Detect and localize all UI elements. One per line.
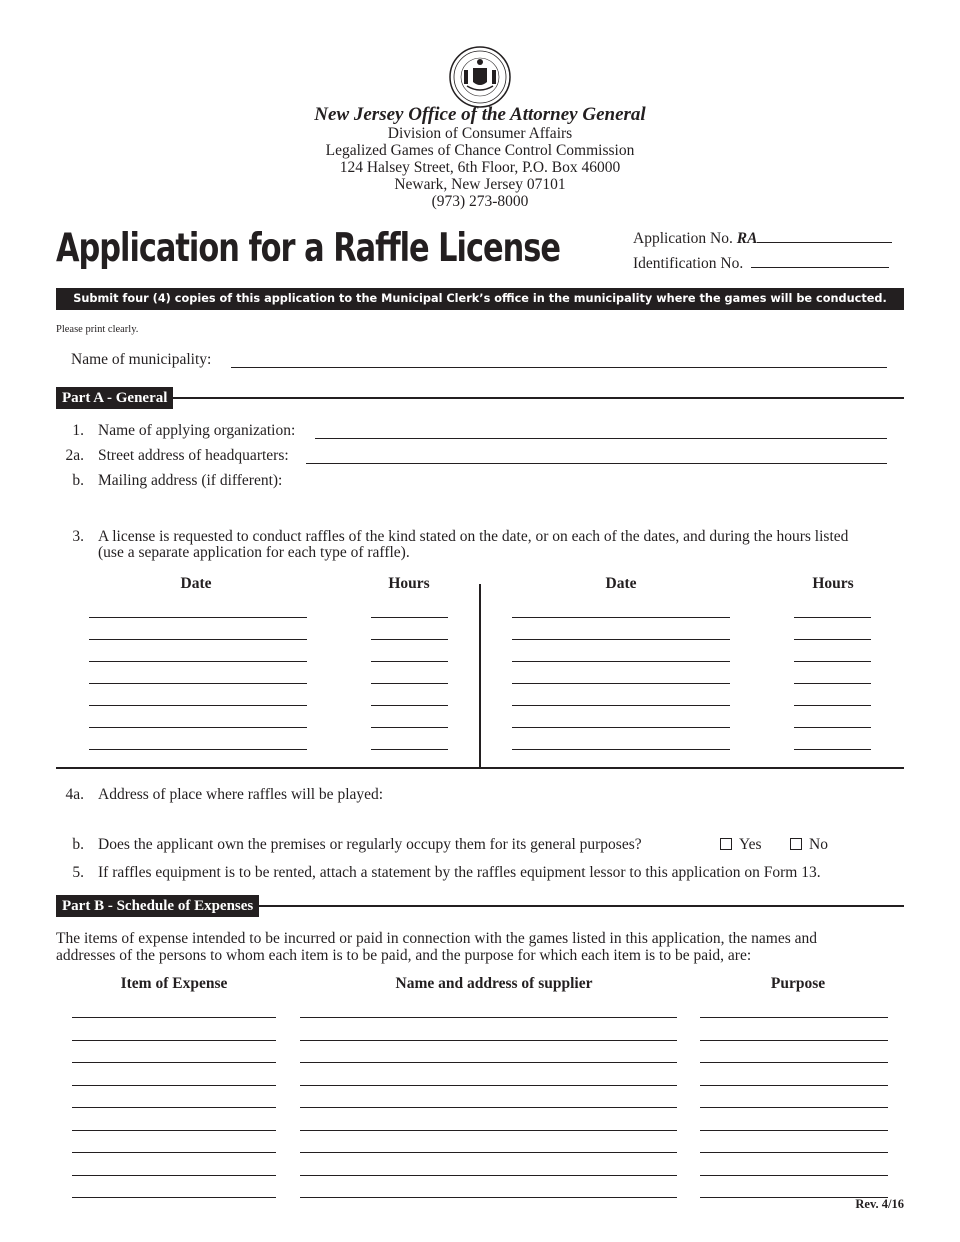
application-no-prefix: RA	[736, 230, 758, 247]
purpose-line[interactable]	[700, 1107, 888, 1108]
item-of-expense-header: Item of Expense	[120, 975, 228, 992]
expense-item-line[interactable]	[72, 1085, 276, 1086]
identification-no-label: Identification No.	[633, 255, 744, 272]
q3-number: 3.	[72, 528, 84, 545]
page-title: Application for a Raffle License	[56, 226, 560, 271]
application-no-field[interactable]	[633, 230, 892, 248]
date-line[interactable]	[512, 683, 730, 684]
part-b-intro-line1: The items of expense intended to be incurred or paid in connection with the games listed in this application, the names and	[56, 930, 818, 947]
hours-line[interactable]	[371, 617, 448, 618]
q3-line1: A license is requested to conduct raffles of the kind stated on the date, or on each of the dates, and during the hours listed	[98, 528, 849, 545]
part-b-intro-line2: addresses of the persons to whom each item is to be paid, and the purpose for which each item is to be paid, are:	[56, 947, 752, 964]
state-seal-logo	[449, 46, 511, 108]
hours-line[interactable]	[794, 639, 871, 640]
q5-label: If raffles equipment is to be rented, attach a statement by the raffles equipment lessor to this application on Form 13.	[98, 864, 821, 881]
part-a-rule	[56, 397, 904, 399]
purpose-line[interactable]	[700, 1040, 888, 1041]
q4b-label: Does the applicant own the premises or regularly occupy them for its general purposes?	[98, 836, 642, 853]
hours-header-right: Hours	[812, 575, 854, 592]
date-line[interactable]	[512, 727, 730, 728]
date-line[interactable]	[89, 639, 307, 640]
hours-line[interactable]	[371, 705, 448, 706]
q2a-number: 2a.	[65, 447, 84, 464]
submit-notice: Submit four (4) copies of this application to the Municipal Clerk’s office in the municipality where the games will be conducted.	[56, 288, 904, 310]
no-label: No	[809, 836, 828, 853]
supplier-line[interactable]	[300, 1040, 677, 1041]
print-note: Please print clearly.	[56, 324, 139, 335]
q1-number: 1.	[72, 422, 84, 439]
hours-line[interactable]	[371, 661, 448, 662]
headquarters-address-line[interactable]	[306, 463, 887, 464]
hours-line[interactable]	[794, 661, 871, 662]
supplier-line[interactable]	[300, 1152, 677, 1153]
date-line[interactable]	[512, 749, 730, 750]
purpose-line[interactable]	[700, 1175, 888, 1176]
q5-number: 5.	[72, 864, 84, 881]
schedule-bottom-rule	[56, 767, 904, 769]
date-line[interactable]	[89, 705, 307, 706]
application-no-line[interactable]	[757, 242, 892, 243]
supplier-line[interactable]	[300, 1175, 677, 1176]
municipality-input-line[interactable]	[231, 367, 887, 368]
no-checkbox[interactable]	[790, 838, 802, 850]
expense-item-line[interactable]	[72, 1152, 276, 1153]
q2b-number: b.	[72, 472, 84, 489]
identification-no-line[interactable]	[751, 267, 889, 268]
schedule-divider	[479, 584, 481, 767]
no-option[interactable]	[790, 836, 828, 854]
purpose-line[interactable]	[700, 1085, 888, 1086]
supplier-line[interactable]	[300, 1062, 677, 1063]
date-line[interactable]	[512, 705, 730, 706]
organization-name-line[interactable]	[315, 438, 887, 439]
purpose-header: Purpose	[770, 975, 826, 992]
hours-line[interactable]	[794, 749, 871, 750]
expense-item-line[interactable]	[72, 1175, 276, 1176]
purpose-line[interactable]	[700, 1062, 888, 1063]
q4a-number: 4a.	[65, 786, 84, 803]
expense-item-line[interactable]	[72, 1197, 276, 1198]
purpose-line[interactable]	[700, 1152, 888, 1153]
hours-line[interactable]	[794, 683, 871, 684]
hours-header-left: Hours	[388, 575, 430, 592]
expense-item-line[interactable]	[72, 1017, 276, 1018]
date-line[interactable]	[89, 749, 307, 750]
q2a-label: Street address of headquarters:	[98, 447, 289, 464]
hours-line[interactable]	[794, 617, 871, 618]
hours-line[interactable]	[794, 727, 871, 728]
yes-label: Yes	[739, 836, 762, 853]
hours-line[interactable]	[371, 749, 448, 750]
q3-line2: (use a separate application for each type of raffle).	[98, 544, 410, 561]
identification-no-field[interactable]	[633, 255, 889, 273]
hours-line[interactable]	[371, 727, 448, 728]
expense-item-line[interactable]	[72, 1062, 276, 1063]
supplier-line[interactable]	[300, 1130, 677, 1131]
q4a-label: Address of place where raffles will be played:	[98, 786, 384, 803]
date-line[interactable]	[89, 617, 307, 618]
header-phone: (973) 273-8000	[431, 193, 529, 210]
date-line[interactable]	[89, 727, 307, 728]
yes-option[interactable]	[720, 836, 762, 854]
header-street: 124 Halsey Street, 6th Floor, P.O. Box 46000	[339, 159, 621, 176]
date-header-left: Date	[180, 575, 212, 592]
purpose-line[interactable]	[700, 1017, 888, 1018]
supplier-line[interactable]	[300, 1085, 677, 1086]
supplier-line[interactable]	[300, 1107, 677, 1108]
date-line[interactable]	[512, 617, 730, 618]
expense-item-line[interactable]	[72, 1107, 276, 1108]
hours-line[interactable]	[371, 683, 448, 684]
header-city: Newark, New Jersey 07101	[394, 176, 566, 193]
agency-name: New Jersey Office of the Attorney General	[314, 104, 646, 125]
supplier-line[interactable]	[300, 1197, 677, 1198]
date-line[interactable]	[512, 661, 730, 662]
date-line[interactable]	[89, 661, 307, 662]
q4b-number: b.	[72, 836, 84, 853]
q2b-label: Mailing address (if different):	[98, 472, 283, 489]
hours-line[interactable]	[371, 639, 448, 640]
municipality-label: Name of municipality:	[71, 351, 212, 368]
part-b-heading: Part B - Schedule of Expenses	[56, 895, 259, 917]
yes-checkbox[interactable]	[720, 838, 732, 850]
supplier-line[interactable]	[300, 1017, 677, 1018]
supplier-header: Name and address of supplier	[395, 975, 593, 992]
header-commission: Legalized Games of Chance Control Commission	[325, 142, 635, 159]
application-no-label: Application No.	[633, 230, 733, 247]
part-a-heading: Part A - General	[56, 387, 173, 409]
expense-item-line[interactable]	[72, 1040, 276, 1041]
date-line[interactable]	[512, 639, 730, 640]
date-line[interactable]	[89, 683, 307, 684]
hours-line[interactable]	[794, 705, 871, 706]
header-division: Division of Consumer Affairs	[387, 125, 573, 142]
date-header-right: Date	[605, 575, 637, 592]
q1-label: Name of applying organization:	[98, 422, 296, 439]
purpose-line[interactable]	[700, 1130, 888, 1131]
expense-item-line[interactable]	[72, 1130, 276, 1131]
revision-label: Rev. 4/16	[855, 1197, 904, 1211]
